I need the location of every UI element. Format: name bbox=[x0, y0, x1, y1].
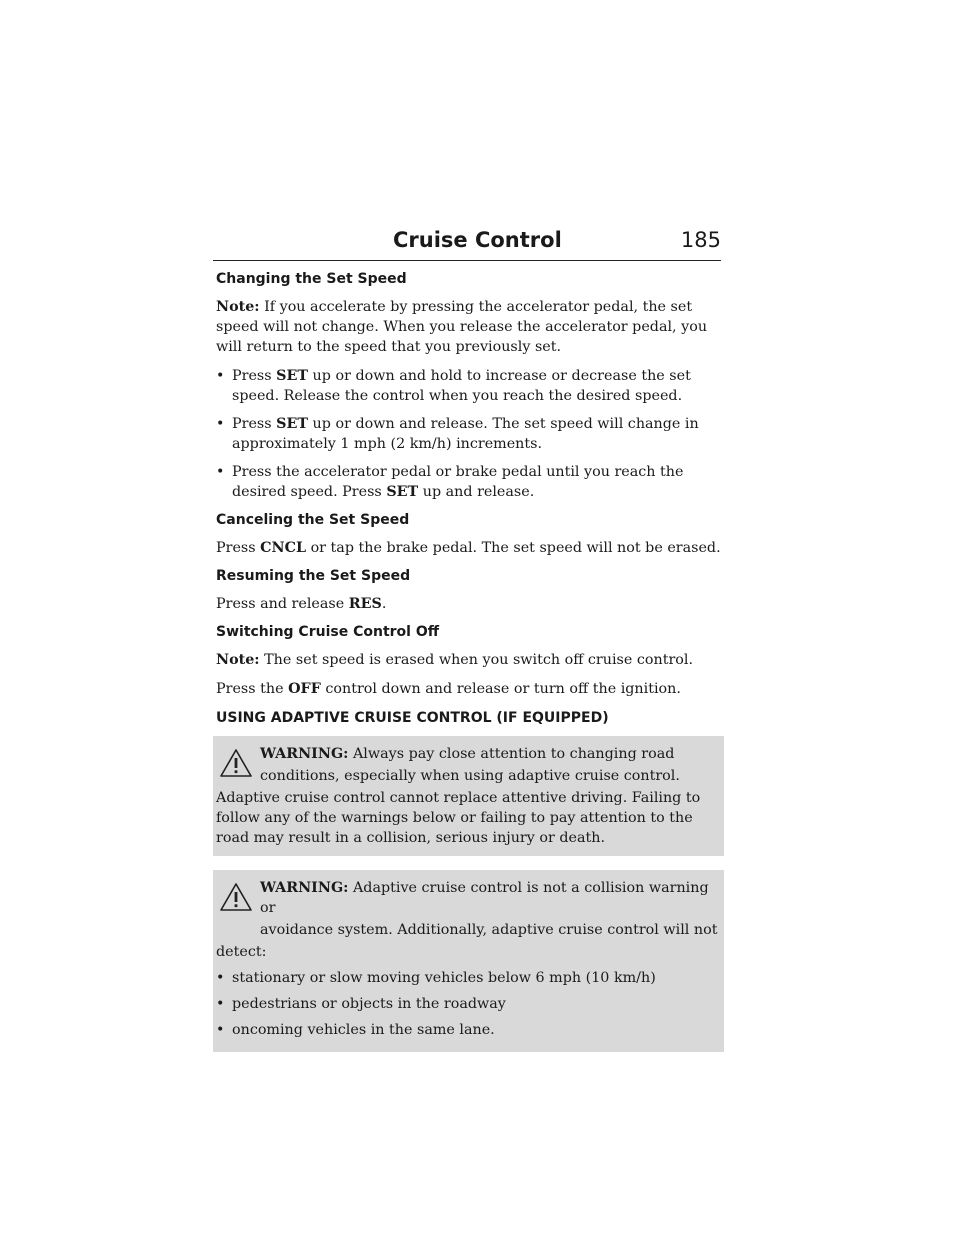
control-name: SET bbox=[386, 484, 419, 500]
heading-resuming-set-speed: Resuming the Set Speed bbox=[216, 568, 411, 584]
paragraph-text: . bbox=[381, 596, 387, 612]
heading-canceling-set-speed: Canceling the Set Speed bbox=[216, 512, 410, 528]
heading-adaptive-cruise: USING ADAPTIVE CRUISE CONTROL (IF EQUIPPED) bbox=[216, 710, 609, 726]
paragraph-text: control down and release or turn off the ignition. bbox=[320, 681, 681, 697]
warning-body: Adaptive cruise control cannot replace attentive driving. Failing to follow any of the warnings below or failing to pay attention to the road may result in a collision, serious injury or death. bbox=[216, 790, 701, 846]
item-text: pedestrians or objects in the roadway bbox=[232, 996, 506, 1012]
page-content bbox=[216, 270, 721, 1066]
page-header bbox=[213, 228, 721, 261]
note-label: Note: bbox=[216, 299, 260, 315]
item-text: Press bbox=[232, 368, 277, 384]
changing-list bbox=[216, 366, 721, 502]
note-text: If you accelerate by pressing the accelerator pedal, the set speed will not change. When you release the accelerator pedal, you will return to the speed that you previously set. bbox=[216, 299, 708, 355]
item-text: Press bbox=[232, 416, 277, 432]
heading-changing-set-speed: Changing the Set Speed bbox=[216, 271, 407, 287]
item-text: oncoming vehicles in the same lane. bbox=[232, 1022, 495, 1038]
warning-lead bbox=[216, 878, 721, 940]
bullet: • bbox=[216, 1022, 225, 1038]
warning-label: WARNING: bbox=[260, 880, 349, 896]
bullet: • bbox=[216, 464, 225, 480]
item-text: up and release. bbox=[418, 484, 535, 500]
warning-text: Adaptive cruise control is not a collision warning or bbox=[260, 880, 709, 916]
control-name: OFF bbox=[288, 681, 321, 697]
note-text: The set speed is erased when you switch off cruise control. bbox=[264, 652, 693, 668]
paragraph-text: or tap the brake pedal. The set speed will not be erased. bbox=[306, 540, 721, 556]
warning-triangle-icon bbox=[219, 748, 253, 778]
section-title: Cruise Control bbox=[393, 228, 562, 252]
paragraph-text: Press and release bbox=[216, 596, 349, 612]
warning-list bbox=[216, 968, 721, 1040]
note-paragraph bbox=[216, 650, 721, 670]
list-item bbox=[216, 994, 721, 1014]
list-item bbox=[216, 414, 721, 454]
bullet: • bbox=[216, 416, 225, 432]
list-item bbox=[216, 462, 721, 502]
bullet: • bbox=[216, 996, 225, 1012]
item-text: up or down and release. The set speed will change in approximately 1 mph (2 km/h) increments. bbox=[232, 416, 699, 452]
warning-body: detect: bbox=[216, 944, 267, 960]
warning-line bbox=[260, 744, 721, 764]
switching-paragraph bbox=[216, 679, 721, 699]
note-label: Note: bbox=[216, 652, 260, 668]
warning-box bbox=[213, 870, 724, 1052]
page-number: 185 bbox=[680, 228, 721, 252]
control-name: RES bbox=[348, 596, 382, 612]
paragraph-text: Press the bbox=[216, 681, 289, 697]
warning-line: avoidance system. Additionally, adaptive cruise control will not bbox=[260, 922, 718, 938]
control-name: SET bbox=[276, 368, 309, 384]
bullet: • bbox=[216, 970, 225, 986]
item-text: Press the accelerator pedal or brake pedal until you reach the desired speed. Press bbox=[232, 464, 684, 500]
bullet: • bbox=[216, 368, 225, 384]
note-paragraph bbox=[216, 297, 721, 357]
item-text: stationary or slow moving vehicles below 6 mph (10 km/h) bbox=[232, 970, 656, 986]
list-item bbox=[216, 968, 721, 988]
warning-triangle-icon bbox=[219, 882, 253, 912]
warning-line bbox=[260, 878, 721, 918]
list-item bbox=[216, 366, 721, 406]
paragraph-text: Press bbox=[216, 540, 261, 556]
warning-lead bbox=[216, 744, 721, 786]
resuming-paragraph bbox=[216, 594, 721, 614]
control-name: SET bbox=[276, 416, 309, 432]
warning-box bbox=[213, 736, 724, 856]
warning-text: Always pay close attention to changing road bbox=[352, 746, 675, 762]
list-item bbox=[216, 1020, 721, 1040]
heading-switching-off: Switching Cruise Control Off bbox=[216, 624, 440, 640]
warning-line: conditions, especially when using adaptive cruise control. bbox=[260, 768, 680, 784]
warning-label: WARNING: bbox=[260, 746, 349, 762]
control-name: CNCL bbox=[260, 540, 307, 556]
item-text: up or down and hold to increase or decrease the set speed. Release the control when you reach the desired speed. bbox=[232, 368, 691, 404]
canceling-paragraph bbox=[216, 538, 721, 558]
